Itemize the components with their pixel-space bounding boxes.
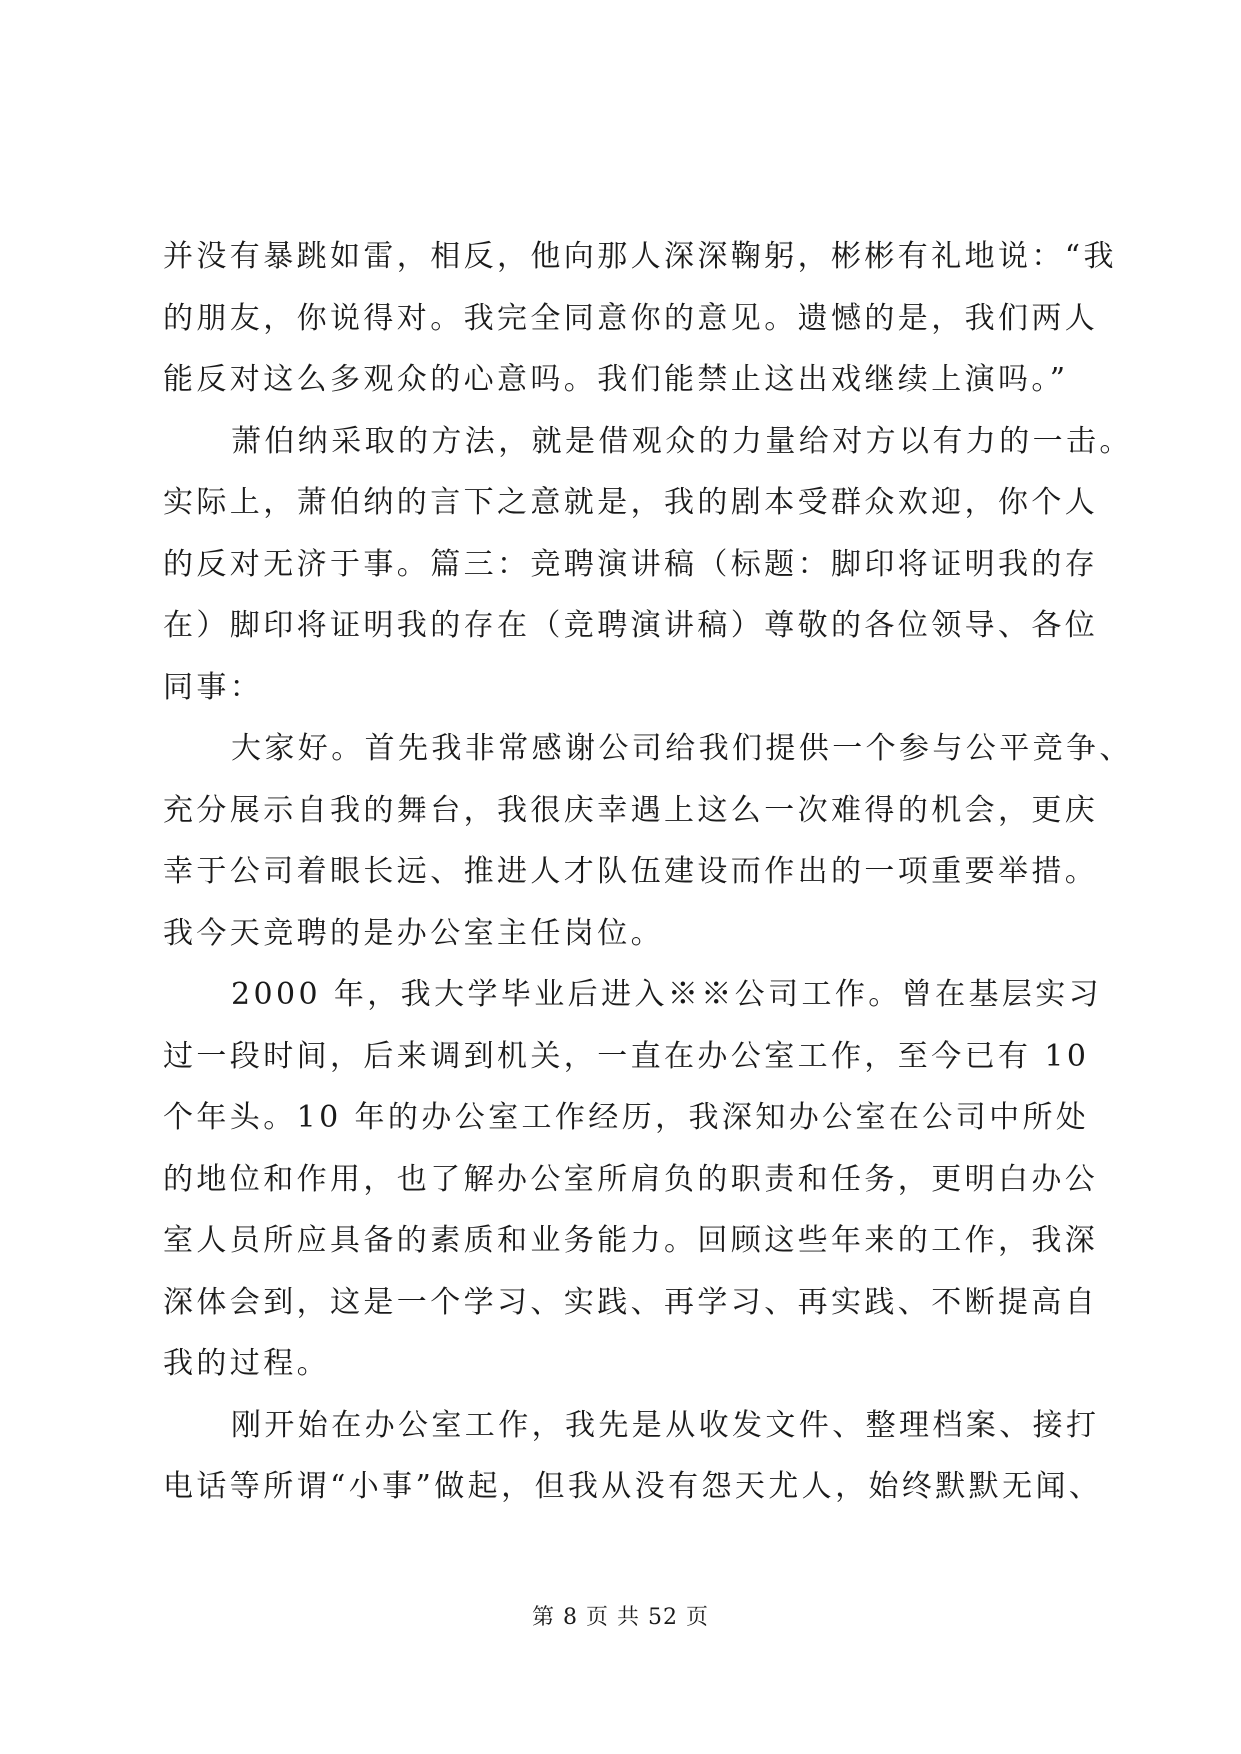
text-line: 深体会到，这是一个学习、实践、再学习、再实践、不断提高自 (163, 1284, 1099, 1320)
text-line: 过一段时间，后来调到机关，一直在办公室工作，至今已有 10 (163, 1038, 1090, 1074)
text-line: 在）脚印将证明我的存在（竞聘演讲稿）尊敬的各位领导、各位 (163, 608, 1099, 643)
text-line: 并没有暴跳如雷，相反，他向那人深深鞠躬，彬彬有礼地说：“我 (163, 239, 1117, 274)
paragraph-first-line: 2000 年，我大学毕业后进入※※公司工作。曾在基层实习 (231, 977, 1103, 1012)
text-line: 电话等所谓“小事”做起，但我从没有怨天尤人，始终默默无闻、 (163, 1469, 1103, 1504)
text-line: 的地位和作用，也了解办公室所肩负的职责和任务，更明白办公 (163, 1161, 1099, 1197)
body-text (163, 226, 1133, 1518)
text-line: 能反对这么多观众的心意吗。我们能禁止这出戏继续上演吗。” (163, 362, 1069, 397)
paragraph-first-line: 刚开始在办公室工作，我先是从收发文件、整理档案、接打 (231, 1407, 1100, 1443)
paragraph-first-line: 大家好。首先我非常感谢公司给我们提供一个参与公平竞争、 (231, 731, 1133, 766)
text-line: 室人员所应具备的素质和业务能力。回顾这些年来的工作，我深 (163, 1223, 1099, 1258)
paragraph-first-line: 萧伯纳采取的方法，就是借观众的力量给对方以有力的一击。 (231, 423, 1133, 459)
text-line: 的朋友，你说得对。我完全同意你的意见。遗憾的是，我们两人 (163, 300, 1099, 336)
page-number-footer: 第 8 页 共 52 页 (532, 1605, 709, 1630)
text-line: 个年头。10 年的办公室工作经历，我深知办公室在公司中所处 (163, 1100, 1090, 1135)
text-line: 实际上，萧伯纳的言下之意就是，我的剧本受群众欢迎，你个人 (163, 485, 1099, 520)
text-line: 的反对无济于事。篇三：竞聘演讲稿（标题：脚印将证明我的存 (163, 546, 1099, 582)
text-line: 同事： (163, 669, 264, 705)
text-line: 幸于公司着眼长远、推进人才队伍建设而作出的一项重要举措。 (163, 854, 1099, 889)
text-line: 充分展示自我的舞台，我很庆幸遇上这么一次难得的机会，更庆 (163, 792, 1099, 828)
text-line: 我今天竞聘的是办公室主任岗位。 (163, 915, 664, 951)
text-line: 我的过程。 (163, 1346, 330, 1381)
